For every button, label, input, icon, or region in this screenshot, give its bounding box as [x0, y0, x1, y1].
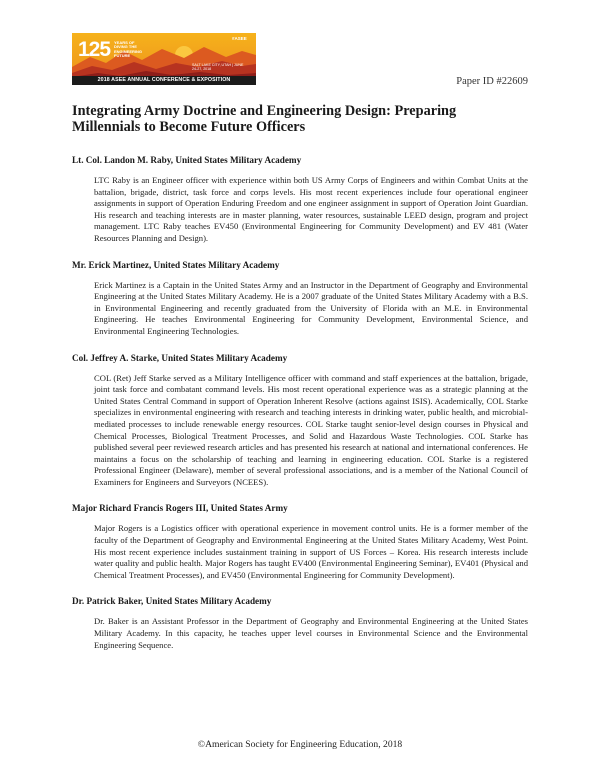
logo-tagline: YEARS OF DIVING THE ENGINEERING FUTURE: [114, 40, 143, 59]
logo-anniversary-number: 125: [78, 38, 111, 61]
author-name: Lt. Col. Landon M. Raby, United States Military Academy: [72, 155, 302, 165]
author-bio: LTC Raby is an Engineer officer with experience within both US Army Corps of Engineers and within Combat Units at the battalion, brigade, district, task force and corps levels. His most recent experiences include four operational engineer assignments in support of Operation Enduring Freedom and one engineer assignment in support of Operation Joint Guardian. His research and teaching interests are in master planning, water resources, sustainable LEED design, program and project management. LTC Raby teaches EV450 (Environmental Engineering for Community Development) and EV 481 (Water Resources Planning and Design).: [94, 175, 528, 243]
paper-title: Integrating Army Doctrine and Engineering Design: Preparing Millennials to Become Future Officers: [72, 103, 457, 135]
logo-banner-text: 2018 ASEE ANNUAL CONFERENCE & EXPOSITION: [72, 76, 256, 85]
conference-logo: [72, 33, 256, 85]
author-bio: Erick Martinez is a Captain in the United States Army and an Instructor in the Department of Geography and Environmental Engineering at the United States Military Academy. He is a 2007 graduate of the United States Military Academy with a B.S. in Environmental Engineering and recently graduated from the University of Florida with an M.E. in Environmental Engineering. He teaches Environmental Engineering for Community Development, Environmental Science, and Environmental Engineering Technologies.: [94, 279, 528, 336]
author-name: Mr. Erick Martinez, United States Military Academy: [72, 259, 280, 270]
logo-location: SALT LAKE CITY, UTAH | JUNE 24-27, 2018: [192, 63, 244, 71]
author-bio: Dr. Baker is an Assistant Professor in the Department of Geography and Environmental Engineering at the United States Military Academy. In this capacity, he teaches upper level courses in Environmental Science and the Environmental Engineering Sequence.: [94, 616, 528, 650]
paper-id: Paper ID #22609: [456, 76, 528, 87]
author-name: Dr. Patrick Baker, United States Military Academy: [72, 596, 272, 607]
copyright-footer: ©American Society for Engineering Education, 2018: [197, 739, 403, 750]
author-name: Col. Jeffrey A. Starke, United States Military Academy: [72, 352, 288, 363]
author-bio: COL (Ret) Jeff Starke served as a Military Intelligence officer with command and staff experiences at the battalion, brigade, joint task force and combatant command levels. His most recent operational experience was as a strategic planning at the United States Central Command in support of Operation Inherent Resolve (actions against ISIS). Academically, COL Starke specializes in environmental engineering with research and teaching interests in drinking water, public health, and microbial-mediated processes to include renewable energy resources. COL Starke taught senior-level design courses in Physical and Chemical Processes, Biological Treatment Processes, and Solid and Hazardous Waste Technologies. COL Starke has published several peer reviewed research articles and has presented his research at national and international conferences. He maintains a focus on the scholarship of teaching and learning in engineering education. COL Starke is a registered Professional Engineer (Delaware), member of several professional associations, and is a member of the National Council of Examiners for Engineers and Surveyors (NCEES).: [94, 372, 528, 487]
paper-content: [72, 104, 528, 651]
logo-hashtag: #ASEE: [232, 36, 247, 41]
author-bio: Major Rogers is a Logistics officer with operational experience in movement control units. He is a former member of the faculty of the Department of Geography and Environmental Engineering at the United States Military Academy, West Point. His most recent experience includes sustainment training in support of US Forces – Korea. His research interests include water quality and public health. Major Rogers has taught EV400 (Environmental Engineering Seminar), EV401 (Physical and Chemical Treatment Processes), and EV450 (Environmental Engineering for Community Development).: [94, 523, 528, 580]
author-name: Major Richard Francis Rogers III, United States Army: [72, 503, 288, 514]
